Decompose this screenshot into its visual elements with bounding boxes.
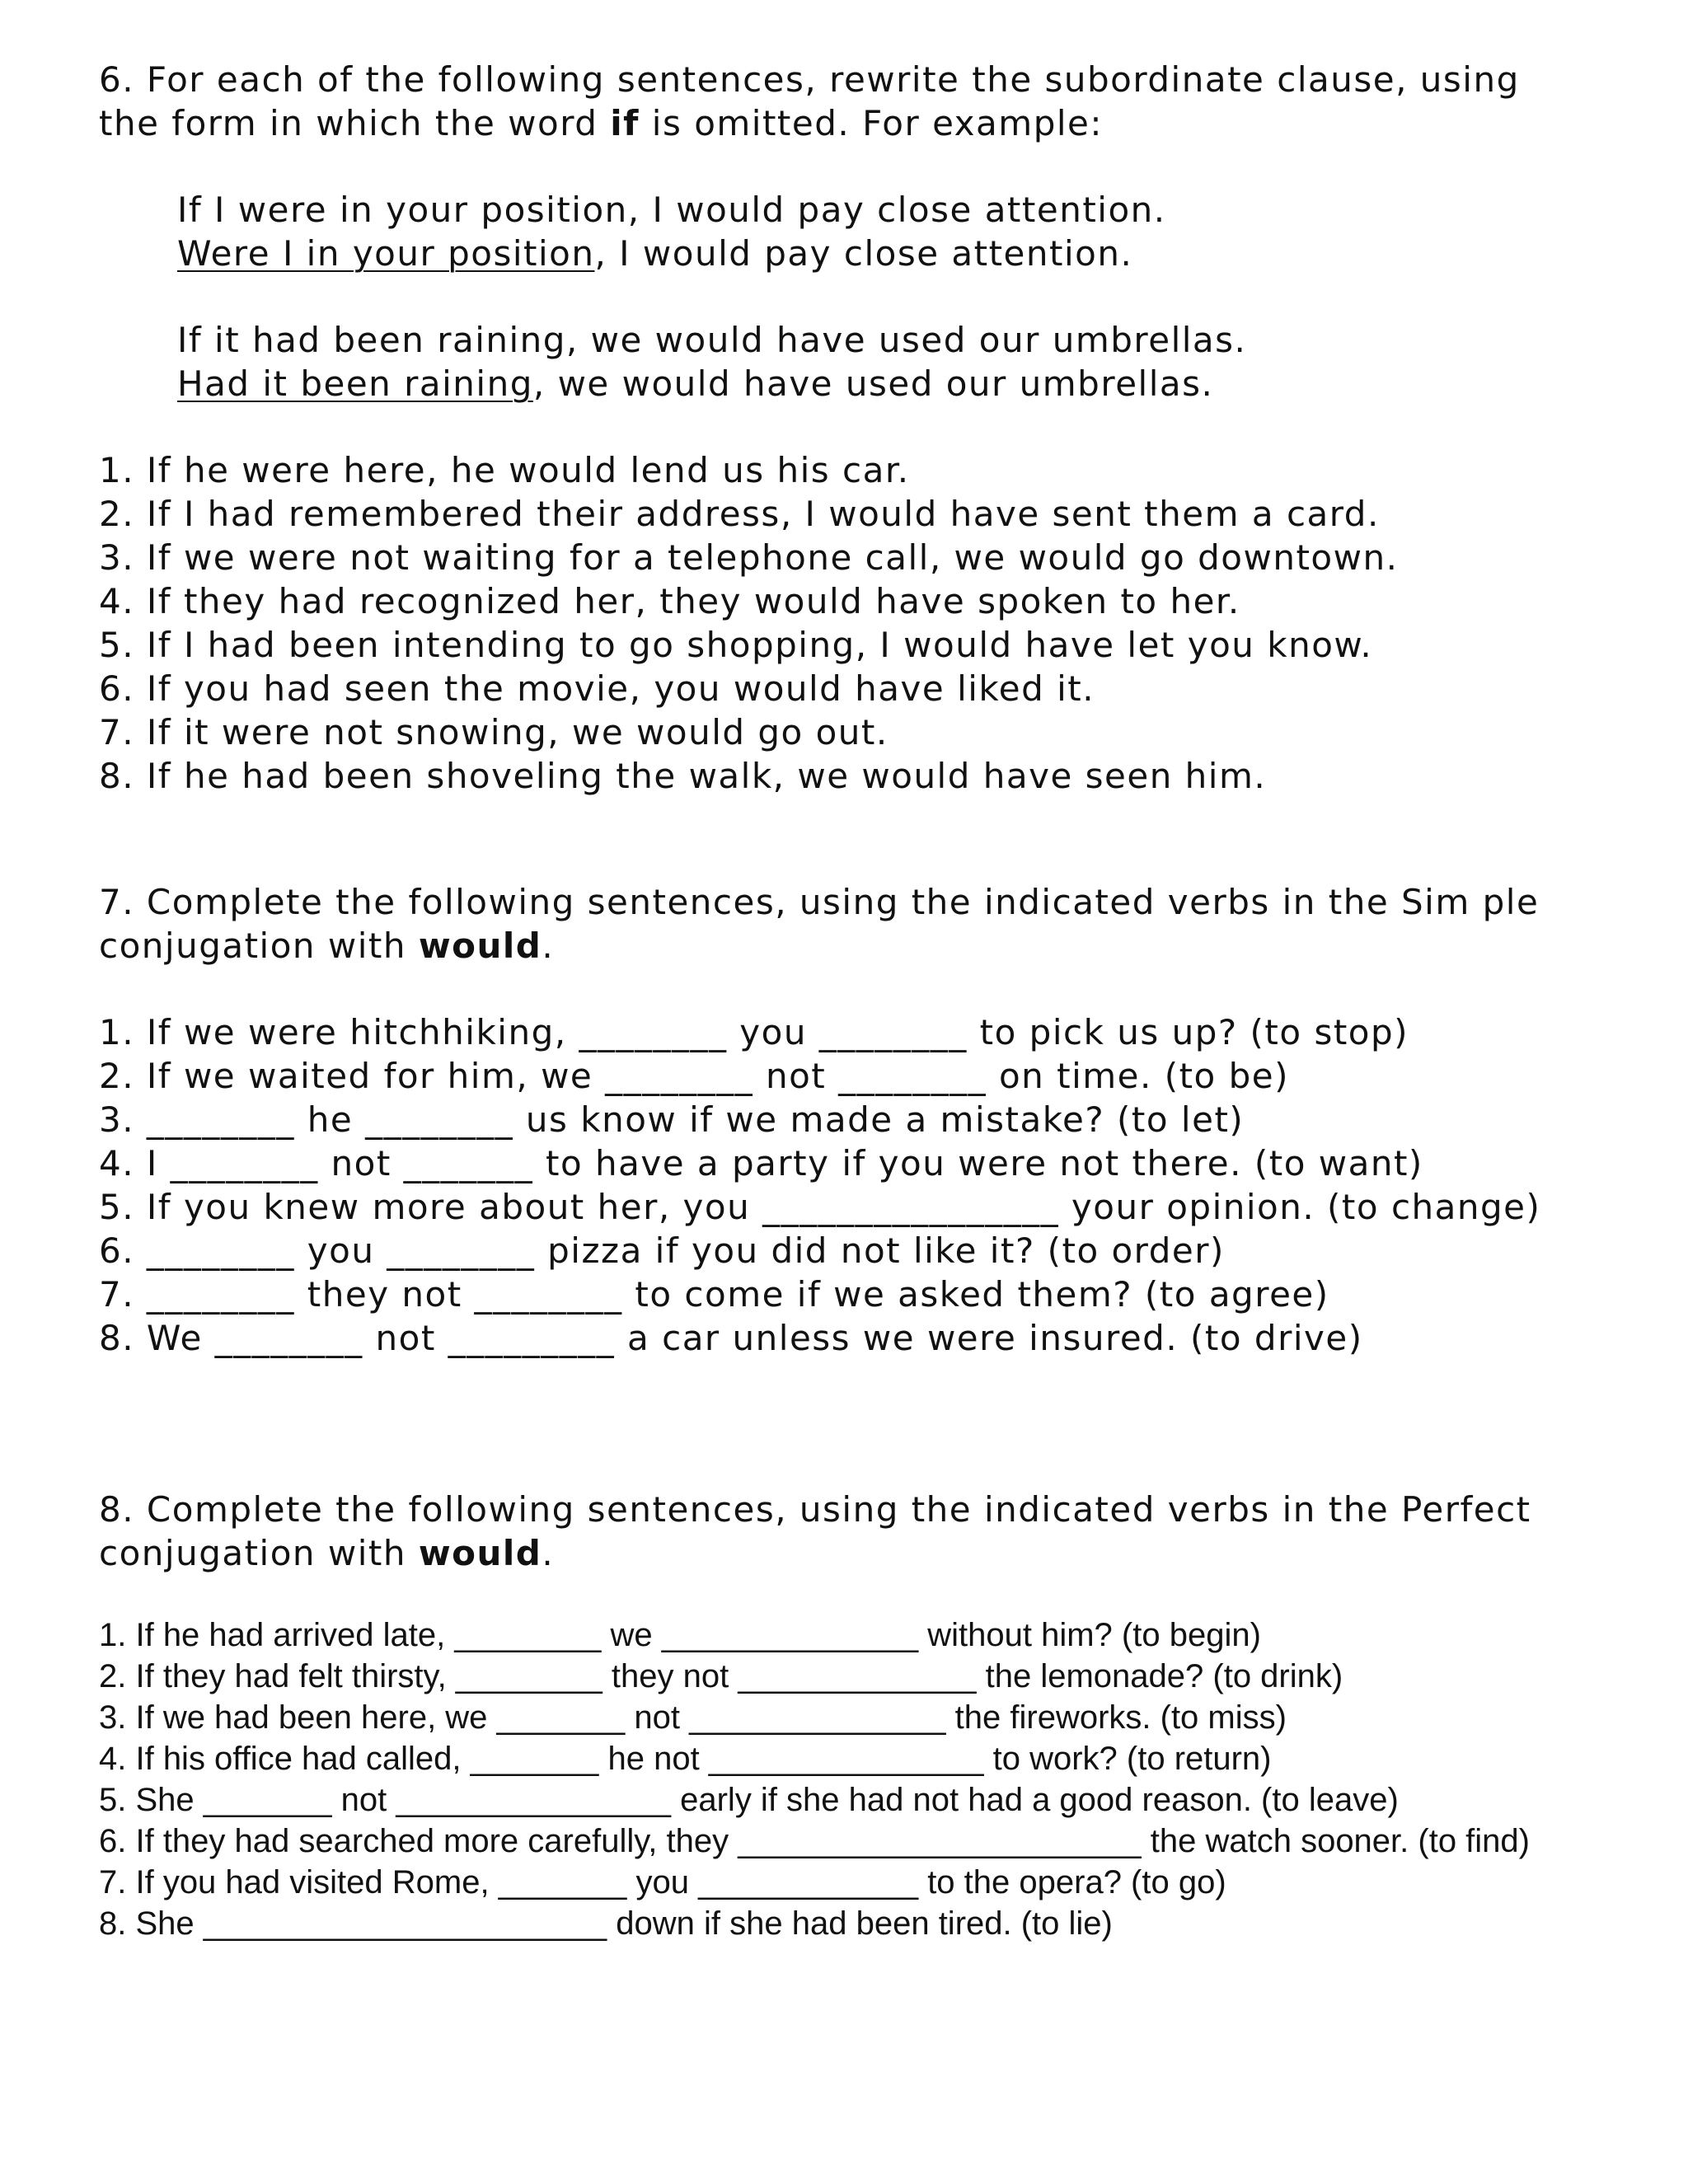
- list-item: 6. If you had seen the movie, you would have liked it.: [99, 668, 1095, 709]
- list-item: 3. If we had been here, we _______ not ______________ the fireworks. (to miss): [99, 1699, 1287, 1736]
- example-2: [177, 318, 1582, 405]
- list-item: 6. If they had searched more carefully, they ______________________ the watch sooner. (to find): [99, 1823, 1530, 1859]
- section-8-list: [99, 1615, 1582, 1944]
- example-1-original: If I were in your position, I would pay close attention.: [177, 190, 1166, 230]
- example-1-rewritten-clause: Were I in your position: [177, 233, 595, 274]
- list-item: 8. If he had been shoveling the walk, we would have seen him.: [99, 756, 1267, 796]
- list-item: 3. If we were not waiting for a telephone call, we would go downtown.: [99, 537, 1399, 578]
- list-item: 5. If you knew more about her, you ________________ your opinion. (to change): [99, 1187, 1541, 1227]
- example-2-original: If it had been raining, we would have used our umbrellas.: [177, 320, 1247, 360]
- list-item: 2. If we waited for him, we ________ not ________ on time. (to be): [99, 1056, 1289, 1096]
- list-item: 6. ________ you ________ pizza if you did not like it? (to order): [99, 1230, 1225, 1271]
- section-6-instruction: 6. For each of the following sentences, rewrite the subordinate clause, using the form in which the word if is omitted. For example:: [99, 59, 1520, 143]
- section-6: [99, 58, 1582, 798]
- section-7: [99, 880, 1582, 1360]
- list-item: 2. If I had remembered their address, I would have sent them a card.: [99, 494, 1380, 534]
- list-item: 4. If his office had called, _______ he not _______________ to work? (to return): [99, 1741, 1272, 1777]
- example-2-rewritten-clause: Had it been raining: [177, 363, 533, 404]
- example-1-rewritten: Were I in your position, I would pay close attention.: [177, 233, 1133, 274]
- keyword-would: would: [418, 926, 542, 966]
- example-1: [177, 188, 1582, 275]
- list-item: 5. If I had been intending to go shopping, I would have let you know.: [99, 625, 1373, 665]
- section-6-list: [99, 448, 1582, 798]
- worksheet-page: [99, 58, 1582, 1944]
- list-item: 7. If it were not snowing, we would go out.: [99, 712, 889, 752]
- list-item: 1. If we were hitchhiking, ________ you ________ to pick us up? (to stop): [99, 1012, 1409, 1052]
- list-item: 1. If he were here, he would lend us his car.: [99, 450, 910, 490]
- section-7-instruction: 7. Complete the following sentences, using the indicated verbs in the Sim ple conjugation with would.: [99, 882, 1540, 966]
- section-8: [99, 1488, 1582, 1944]
- list-item: 4. If they had recognized her, they would have spoken to her.: [99, 581, 1240, 621]
- list-item: 3. ________ he ________ us know if we made a mistake? (to let): [99, 1099, 1245, 1140]
- list-item: 2. If they had felt thirsty, ________ they not _____________ the lemonade? (to drink): [99, 1658, 1343, 1694]
- list-item: 7. ________ they not ________ to come if we asked them? (to agree): [99, 1274, 1329, 1315]
- section-8-instruction: 8. Complete the following sentences, using the indicated verbs in the Perfect conjugation with would.: [99, 1489, 1531, 1573]
- keyword-would: would: [418, 1533, 542, 1573]
- section-7-list: [99, 1010, 1582, 1360]
- list-item: 4. I ________ not _______ to have a party if you were not there. (to want): [99, 1143, 1423, 1183]
- list-item: 7. If you had visited Rome, _______ you ____________ to the opera? (to go): [99, 1864, 1226, 1900]
- list-item: 8. She ______________________ down if she had been tired. (to lie): [99, 1905, 1113, 1942]
- example-2-rewritten: Had it been raining, we would have used our umbrellas.: [177, 363, 1214, 404]
- list-item: 1. If he had arrived late, ________ we ______________ without him? (to begin): [99, 1617, 1261, 1653]
- list-item: 5. She _______ not _______________ early if she had not had a good reason. (to leave): [99, 1782, 1399, 1818]
- list-item: 8. We ________ not _________ a car unless we were insured. (to drive): [99, 1318, 1363, 1358]
- keyword-if: if: [610, 103, 640, 143]
